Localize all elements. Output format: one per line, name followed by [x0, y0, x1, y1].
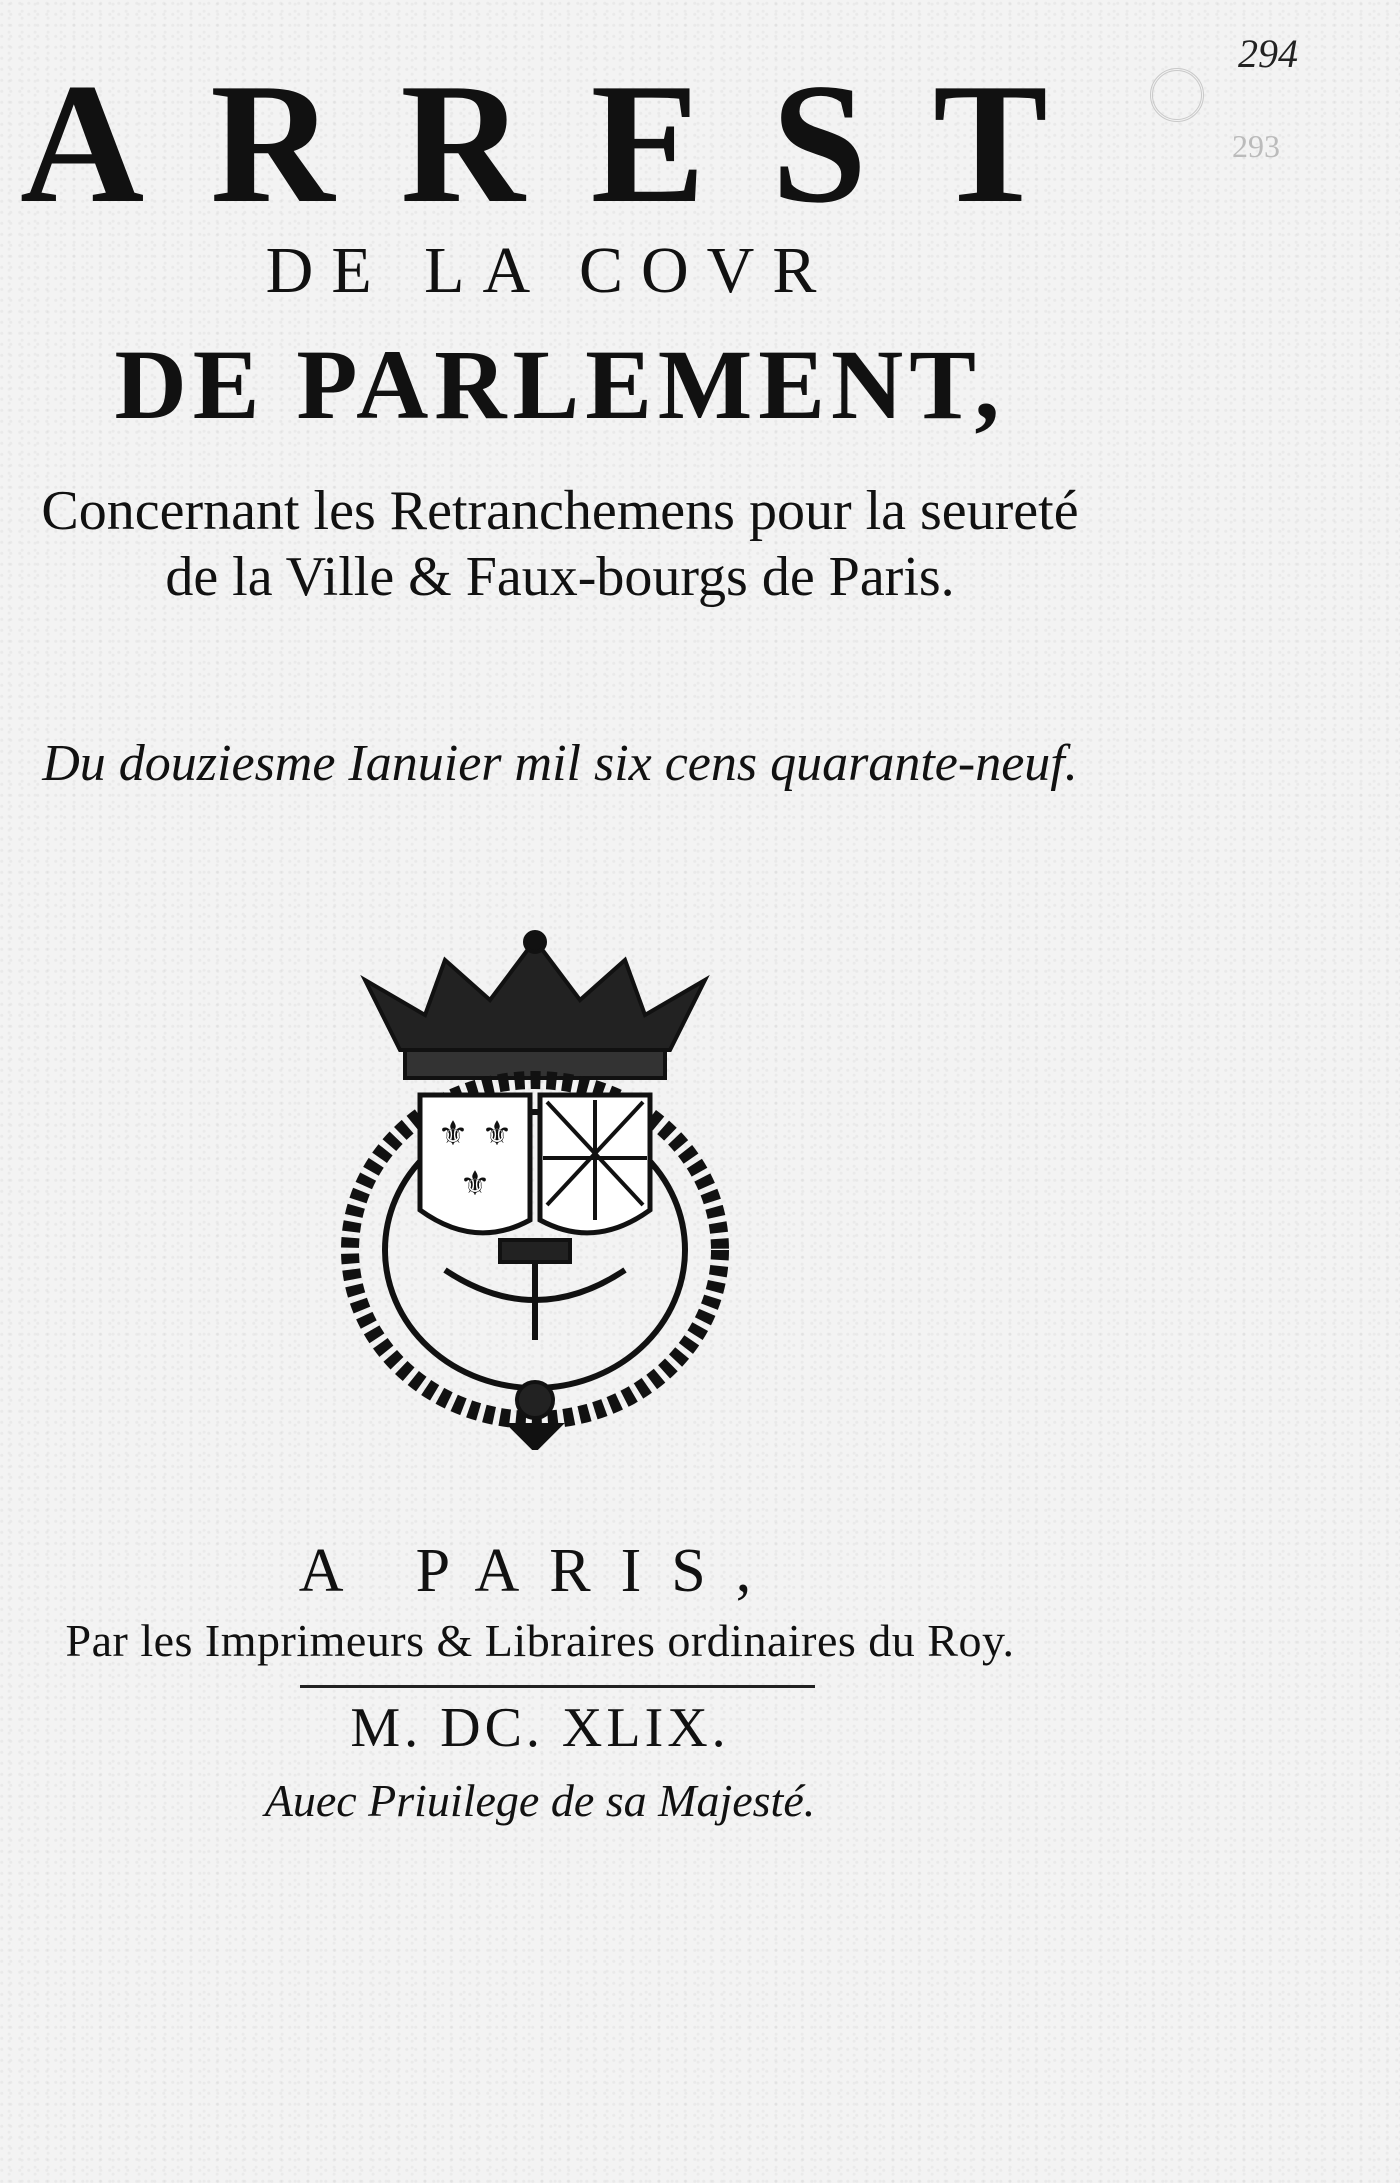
date-line: Du douziesme Ianuier mil six cens quarante-neuf.	[42, 735, 1078, 792]
svg-text:⚜: ⚜	[481, 1114, 513, 1154]
title-line-parlement: DE PARLEMENT,	[114, 329, 1006, 440]
folio-number-old: 293	[1232, 128, 1280, 164]
title-main: ARREST	[20, 49, 1114, 239]
imprint-privilege: Auec Priuilege de sa Majesté.	[264, 1775, 816, 1826]
folio-number: 294	[1238, 31, 1298, 76]
imprint-year: M. DC. XLIX.	[350, 1697, 730, 1759]
imprint-printers: Par les Imprimeurs & Libraires ordinaires du Roy.	[65, 1615, 1015, 1666]
title-line-cour: DE LA COVR	[265, 234, 835, 307]
imprint-city: A PARIS,	[298, 1537, 782, 1605]
subject-text: Concernant les Retranchemens pour la seureté de la Ville & Faux-bourgs de Paris.	[41, 480, 1079, 608]
svg-text:⚜: ⚜	[437, 1114, 469, 1154]
svg-text:⚜: ⚜	[459, 1164, 491, 1204]
royal-coat-of-arms-icon	[325, 920, 745, 1450]
library-stamp-icon	[1150, 68, 1204, 122]
divider-rule	[300, 1685, 815, 1688]
